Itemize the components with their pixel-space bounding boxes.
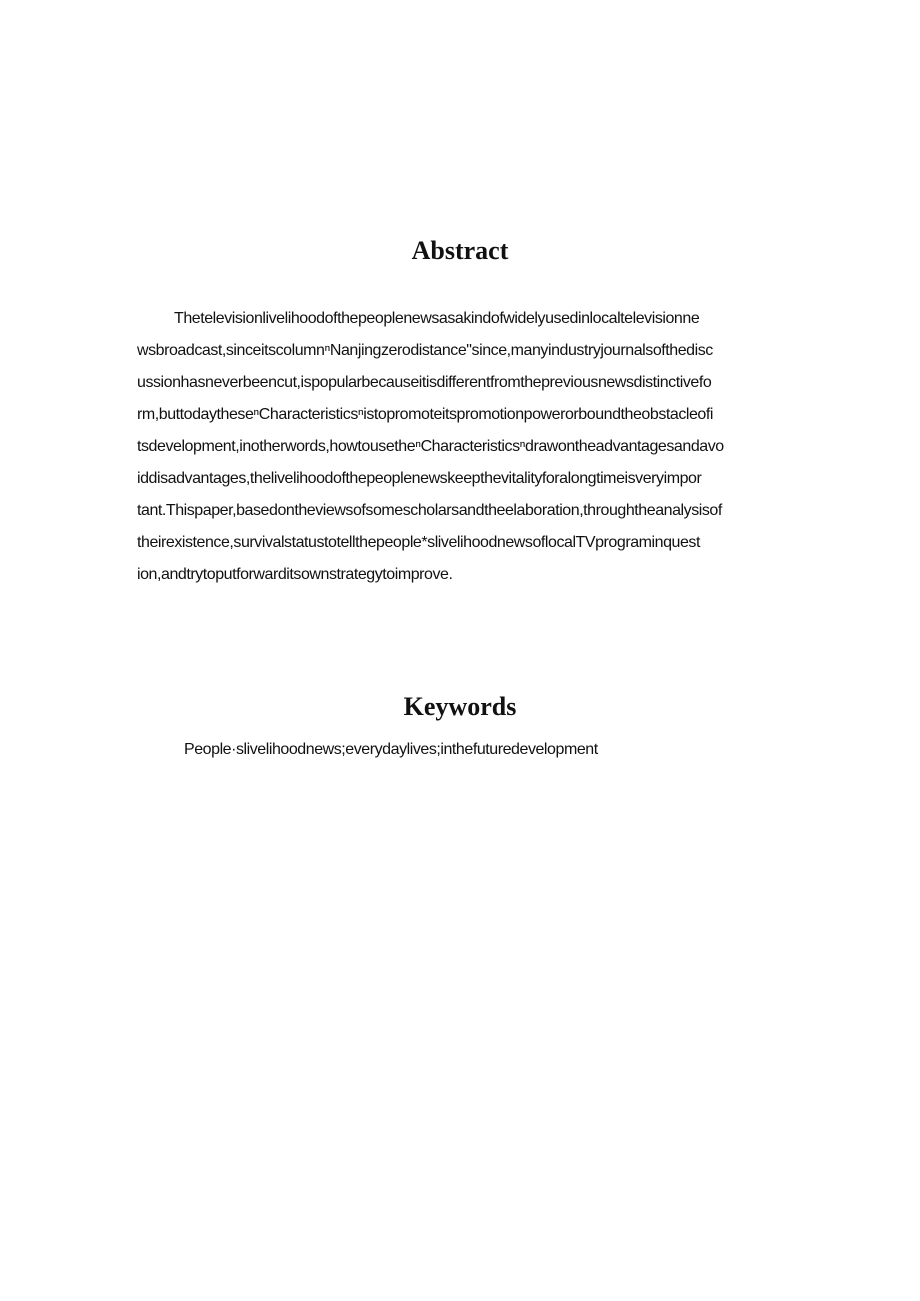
abstract-line: Thetelevisionlivelihoodofthepeoplenewsasakindofwidelyusedinlocaltelevisionne xyxy=(174,310,700,327)
keywords-heading: Keywords xyxy=(403,692,517,721)
abstract-body xyxy=(137,303,787,591)
abstract-line: tant.Thispaper,basedontheviewsofsomescholarsandtheelaboration,throughtheanalysisof xyxy=(137,502,722,519)
abstract-line: ion,andtrytoputforwarditsownstrategytoimprove. xyxy=(137,566,453,583)
abstract-line: theirexistence,survivalstatustotellthepeople*slivelihoodnewsoflocalTVprograminquest xyxy=(137,534,700,551)
abstract-line: iddisadvantages,thelivelihoodofthepeoplenewskeepthevitalityforalongtimeisveryimpor xyxy=(137,470,702,487)
keywords-text: People·slivelihoodnews;everydaylives;inthefuturedevelopment xyxy=(184,741,598,758)
abstract-line: tsdevelopment,inotherwords,howtousetheⁿCharacteristicsⁿdrawontheadvantagesandavo xyxy=(137,438,724,455)
abstract-line: ussionhasneverbeencut,ispopularbecauseitisdifferentfromthepreviousnewsdistinctivefo xyxy=(137,374,712,391)
abstract-line: wsbroadcast,sinceitscolumnⁿNanjingzerodistance"since,manyindustryjournalsofthedisc xyxy=(137,342,713,359)
abstract-heading: Abstract xyxy=(411,236,509,265)
abstract-line: rm,buttodaytheseⁿCharacteristicsⁿistopromoteitspromotionpowerorboundtheobstacleofi xyxy=(137,406,713,423)
